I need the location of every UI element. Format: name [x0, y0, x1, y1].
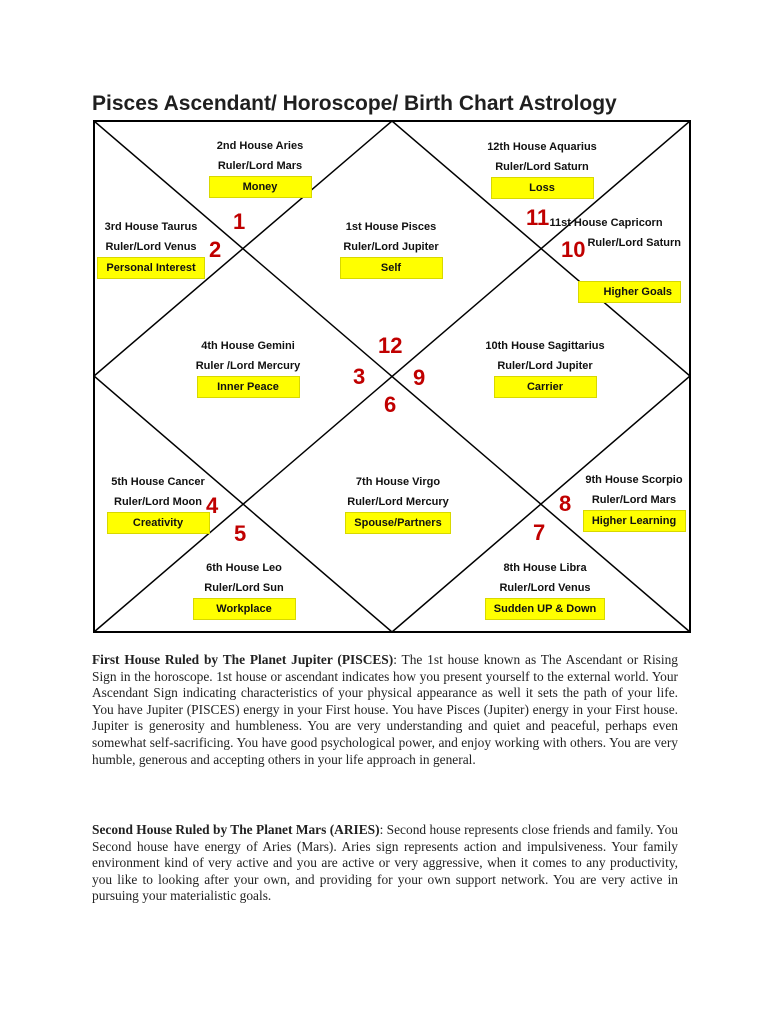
house-11-ruler: Ruler/Lord Saturn — [587, 237, 681, 249]
house-10 — [460, 336, 630, 398]
house-2-tag: Money — [209, 176, 312, 198]
house-8 — [460, 558, 630, 620]
house-7-ruler: Ruler/Lord Mercury — [347, 496, 449, 508]
house-10-tag: Carrier — [494, 376, 597, 398]
house-number-6: 6 — [384, 392, 397, 417]
second-house-paragraph — [92, 822, 678, 905]
house-number-7: 7 — [533, 520, 546, 545]
house-4-ruler: Ruler /Lord Mercury — [195, 360, 301, 372]
house-number-9: 9 — [413, 365, 426, 390]
house-5-tag: Creativity — [107, 512, 210, 534]
house-number-2: 2 — [209, 237, 222, 262]
house-1-name: 1st House Pisces — [345, 221, 437, 233]
house-8-ruler: Ruler/Lord Venus — [499, 582, 591, 594]
house-number-5: 5 — [234, 521, 247, 546]
house-5-name: 5th House Cancer — [111, 476, 205, 488]
house-9-tag: Higher Learning — [583, 510, 686, 532]
house-4-name: 4th House Gemini — [201, 340, 295, 352]
first-house-heading: First House Ruled by The Planet Jupiter (PISCES) — [92, 652, 394, 667]
house-3-name: 3rd House Taurus — [104, 221, 198, 233]
house-2-name: 2nd House Aries — [216, 140, 304, 152]
page-title: Pisces Ascendant/ Horoscope/ Birth Chart Astrology — [92, 92, 617, 115]
house-11 — [531, 213, 681, 303]
house-number-3: 3 — [353, 364, 366, 389]
house-12-ruler: Ruler/Lord Saturn — [495, 161, 589, 173]
house-10-name: 10th House Sagittarius — [485, 340, 605, 352]
house-2 — [175, 136, 345, 198]
house-6-tag: Workplace — [193, 598, 296, 620]
house-1 — [306, 217, 476, 279]
house-6-name: 6th House Leo — [206, 562, 282, 574]
house-3-tag: Personal Interest — [97, 257, 204, 279]
house-10-ruler: Ruler/Lord Jupiter — [497, 360, 593, 372]
house-number-4: 4 — [206, 493, 219, 518]
house-1-tag: Self — [340, 257, 443, 279]
house-12-name: 12th House Aquarius — [487, 141, 597, 153]
birth-chart — [93, 120, 691, 633]
house-4-tag: Inner Peace — [197, 376, 300, 398]
house-8-name: 8th House Libra — [503, 562, 587, 574]
first-house-body: : The 1st house known as The Ascendant or Rising Sign in the horoscope. 1st house or ascendant indicates how you present yourself to the external world. Your Ascendant Sign indicating characteristics of your physical appearance as well it sets the path of your life. You have Jupiter (PISCES) energy in your First house. You have Pisces (Jupiter) energy in your First house. Jupiter is generosity and humbleness. You are very understanding and quiet and peaceful, perhaps even somewhat self-sacrificing. You have good psychological power, and enjoy working with others. You are very humble, generous and accepting others in your life approach in general. — [92, 652, 678, 767]
house-number-11: 11 — [526, 205, 550, 230]
house-11-tag: Higher Goals — [578, 281, 681, 303]
house-number-10: 10 — [561, 237, 586, 262]
house-3-ruler: Ruler/Lord Venus — [105, 241, 197, 253]
house-8-tag: Sudden UP & Down — [485, 598, 605, 620]
house-11-name: 11st House Capricorn — [549, 217, 663, 229]
house-7-name: 7th House Virgo — [355, 476, 441, 488]
house-9 — [549, 470, 719, 532]
second-house-body: : Second house represents close friends and family. You Second house have energy of Aries (Mars). Aries sign represents action and impulsiveness. Your family environment kind of very active and you are active or very aggressive, when it comes to any productivity, you like to looking after your own, and providing for your own support network. You are very active in pursuing your materialistic goals. — [92, 822, 678, 904]
house-number-8: 8 — [559, 491, 572, 516]
house-7 — [313, 472, 483, 534]
house-6 — [159, 558, 329, 620]
house-1-ruler: Ruler/Lord Jupiter — [343, 241, 439, 253]
house-7-tag: Spouse/Partners — [345, 512, 450, 534]
first-house-paragraph — [92, 652, 678, 768]
house-number-12: 12 — [378, 333, 403, 358]
house-12-tag: Loss — [491, 177, 594, 199]
house-6-ruler: Ruler/Lord Sun — [204, 582, 284, 594]
house-2-ruler: Ruler/Lord Mars — [217, 160, 303, 172]
house-9-name: 9th House Scorpio — [585, 474, 683, 486]
house-5-ruler: Ruler/Lord Moon — [114, 496, 202, 508]
second-house-heading: Second House Ruled by The Planet Mars (ARIES) — [92, 822, 380, 837]
house-9-ruler: Ruler/Lord Mars — [591, 494, 677, 506]
house-4 — [163, 336, 333, 398]
house-number-1: 1 — [233, 209, 246, 234]
house-12 — [457, 137, 627, 199]
